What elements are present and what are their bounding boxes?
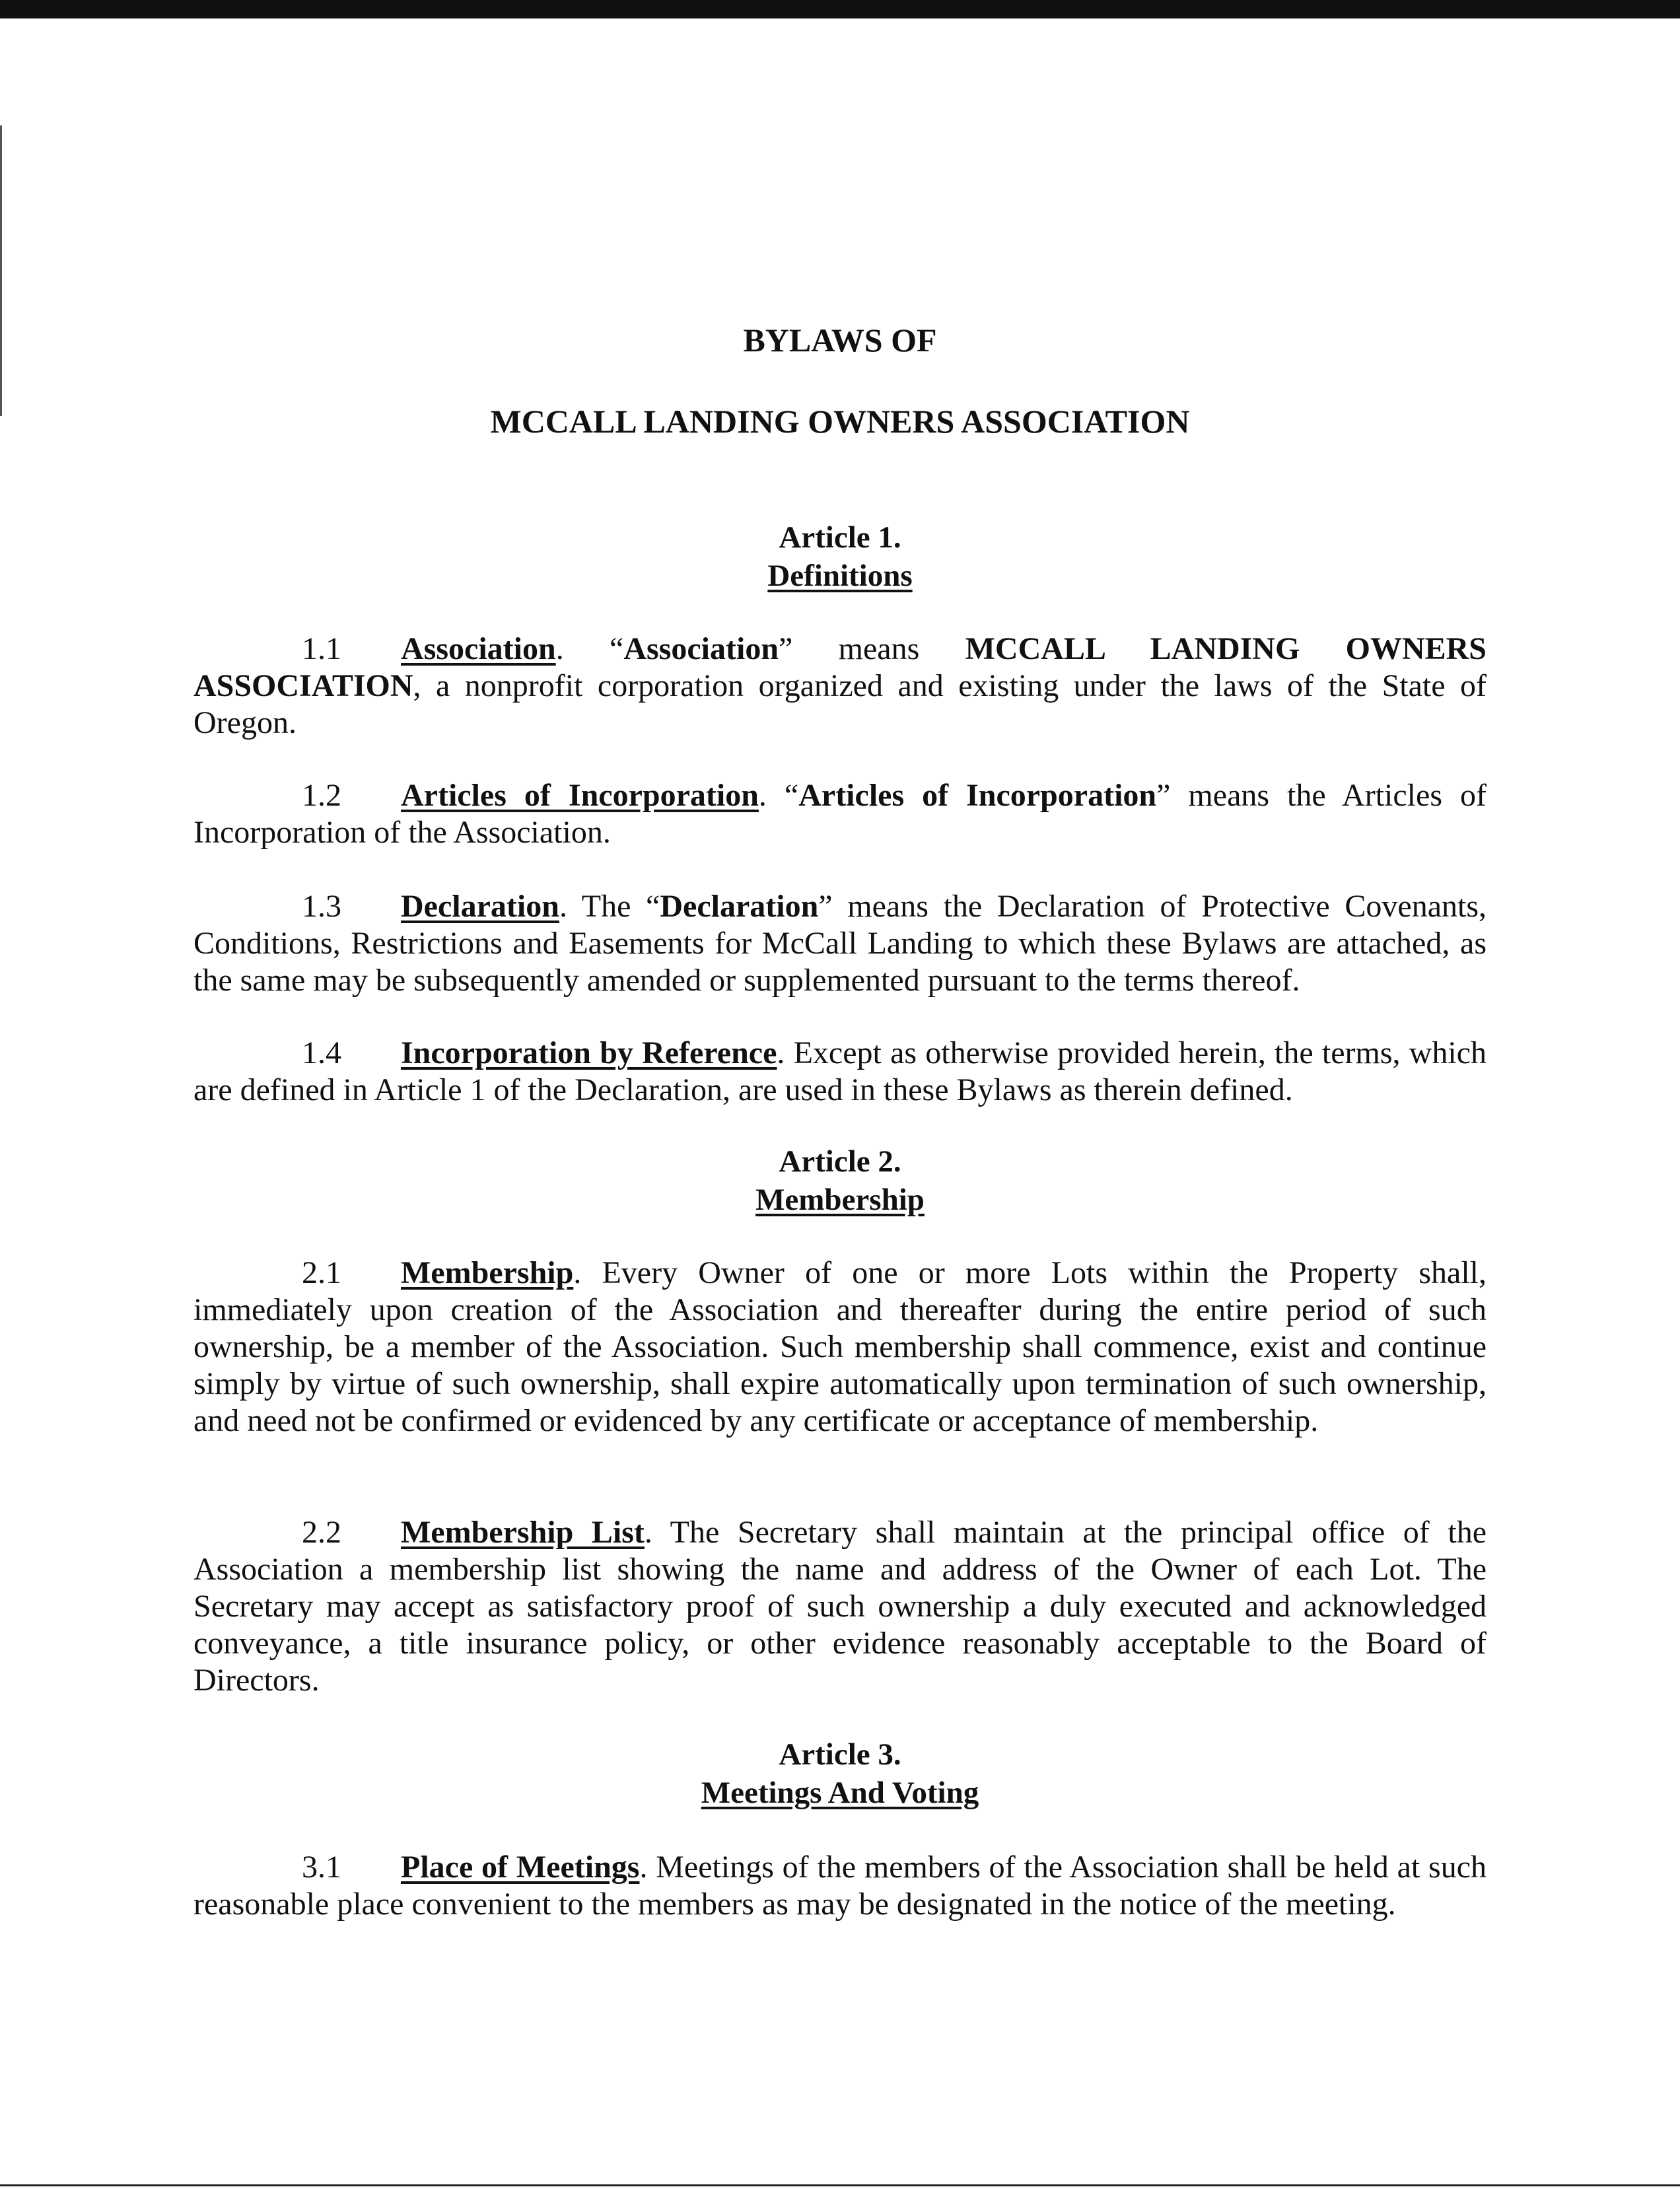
section-heading: Place of Meetings	[401, 1850, 640, 1885]
defined-term: Articles of Incorporation	[798, 778, 1157, 813]
section-heading: Association	[401, 631, 556, 666]
section-number: 2.2	[302, 1515, 341, 1550]
section-1-2: 1.2 Articles of Incorporation. “Articles of Incorporation” means the Articles of Incorporation of the Association.	[193, 778, 1487, 850]
section-heading: Articles of Incorporation	[401, 778, 759, 813]
section-3-1: 3.1 Place of Meetings. Meetings of the members of the Association shall be held at such reasonable place convenient to the members as may be designated in the notice of the meeting.	[193, 1850, 1487, 1922]
section-number: 1.3	[302, 889, 341, 924]
section-heading: Membership List	[401, 1515, 645, 1550]
article-name: Meetings And Voting	[701, 1776, 979, 1810]
scan-bottom-border	[0, 2184, 1680, 2186]
section-heading: Incorporation by Reference	[401, 1035, 777, 1070]
section-number: 3.1	[302, 1850, 341, 1885]
section-2-1: 2.1 Membership. Every Owner of one or more Lots within the Property shall, immediately upon creation of the Association and thereafter during the entire period of such ownership, be a member of the Association. Such membership shall commence, exist and continue simply by virtue of such ownership, shall expire automatically upon termination of such ownership, and need not be confirmed or evidenced by any certificate or acceptance of membership.	[193, 1255, 1487, 1438]
scan-top-border	[0, 0, 1680, 18]
section-2-2: 2.2 Membership List. The Secretary shall maintain at the principal office of the Association a membership list showing the name and address of the Owner of each Lot. The Secretary may accept as satisfactory proof of such ownership a duly executed and acknowledged conveyance, a title insurance policy, or other evidence reasonably acceptable to the Board of Directors.	[193, 1515, 1487, 1698]
article-number: Article 2.	[779, 1144, 901, 1179]
article-2-heading	[0, 1142, 1680, 1219]
article-1-heading	[0, 518, 1680, 595]
article-3-heading	[0, 1735, 1680, 1812]
section-1-1: 1.1 Association. “Association” means MCCALL LANDING OWNERS ASSOCIATION, a nonprofit corporation organized and existing under the laws of the State of Oregon.	[193, 631, 1487, 740]
section-1-3: 1.3 Declaration. The “Declaration” means the Declaration of Protective Covenants, Conditions, Restrictions and Easements for McCall Landing to which these Bylaws are attached, as the same may be subsequently amended or supplemented pursuant to the terms thereof.	[193, 889, 1487, 998]
article-name: Membership	[755, 1183, 925, 1217]
section-number: 1.4	[302, 1035, 341, 1070]
article-number: Article 3.	[779, 1737, 901, 1772]
article-number: Article 1.	[779, 520, 901, 555]
association-name: MCCALL LANDING OWNERS ASSOCIATION	[193, 631, 1487, 703]
section-heading: Membership	[401, 1255, 574, 1290]
scan-left-edge-mark	[0, 125, 2, 416]
section-number: 1.1	[302, 631, 341, 666]
defined-term: Association	[623, 631, 779, 666]
section-heading: Declaration	[401, 889, 559, 924]
article-name: Definitions	[767, 559, 913, 593]
section-number: 1.2	[302, 778, 341, 813]
section-number: 2.1	[302, 1255, 341, 1290]
defined-term: Declaration	[660, 889, 819, 924]
document-title-line2: MCCALL LANDING OWNERS ASSOCIATION	[490, 403, 1190, 440]
section-1-4: 1.4 Incorporation by Reference. Except as otherwise provided herein, the terms, which are defined in Article 1 of the Declaration, are used in these Bylaws as therein defined.	[193, 1035, 1487, 1107]
document-title-line1: BYLAWS OF	[743, 322, 937, 359]
